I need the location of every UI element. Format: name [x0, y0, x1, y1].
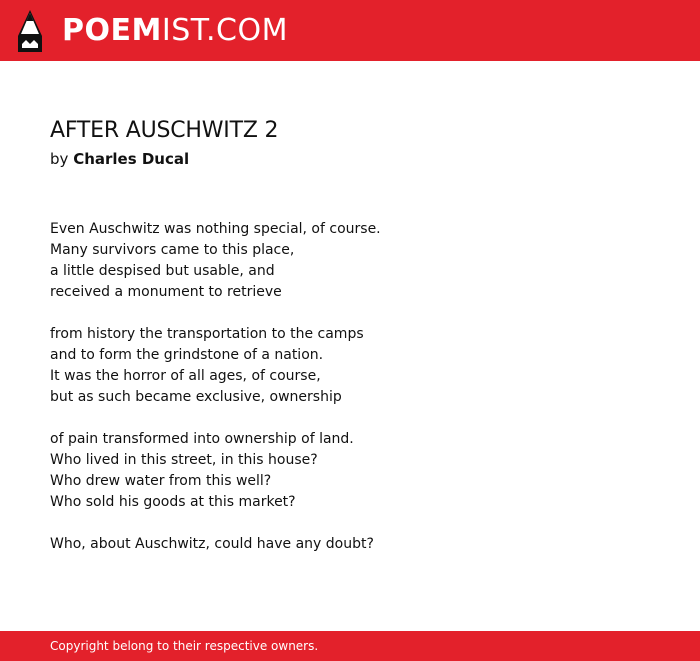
poem-line: a little despised but usable, and	[50, 263, 275, 279]
poem-line: from history the transportation to the camps	[50, 326, 364, 342]
copyright-text: Copyright belong to their respective owners.	[50, 639, 319, 653]
logo-bold-text: POEM	[62, 13, 162, 48]
poem-stanza-1	[50, 219, 381, 303]
poem-line: Who sold his goods at this market?	[50, 494, 296, 510]
poem-line: of pain transformed into ownership of land.	[50, 431, 354, 447]
poem-stanza-3	[50, 429, 381, 513]
site-header	[0, 0, 700, 61]
site-footer	[0, 631, 700, 661]
poem-stanza-4	[50, 534, 381, 555]
poem-line: Who drew water from this well?	[50, 473, 272, 489]
poem-line: and to form the grindstone of a nation.	[50, 347, 324, 363]
poem-line: received a monument to retrieve	[50, 284, 282, 300]
poem-stanza-2	[50, 324, 381, 408]
poem-line: Many survivors came to this place,	[50, 242, 295, 258]
poem-title: AFTER AUSCHWITZ 2	[50, 118, 279, 143]
site-logo-link[interactable]	[62, 11, 288, 51]
poem-author: Charles Ducal	[73, 150, 190, 168]
by-label: by	[50, 150, 69, 168]
poem-byline	[50, 149, 189, 169]
poem-line: It was the horror of all ages, of course,	[50, 368, 321, 384]
poem-line: Who lived in this street, in this house?	[50, 452, 318, 468]
poem-line: Who, about Auschwitz, could have any doubt?	[50, 536, 374, 552]
poem-body	[50, 219, 381, 576]
poem-line: but as such became exclusive, ownership	[50, 389, 342, 405]
logo-light-text: IST.COM	[161, 13, 288, 48]
poem-line: Even Auschwitz was nothing special, of course.	[50, 221, 381, 237]
pencil-logo-icon	[18, 10, 42, 52]
